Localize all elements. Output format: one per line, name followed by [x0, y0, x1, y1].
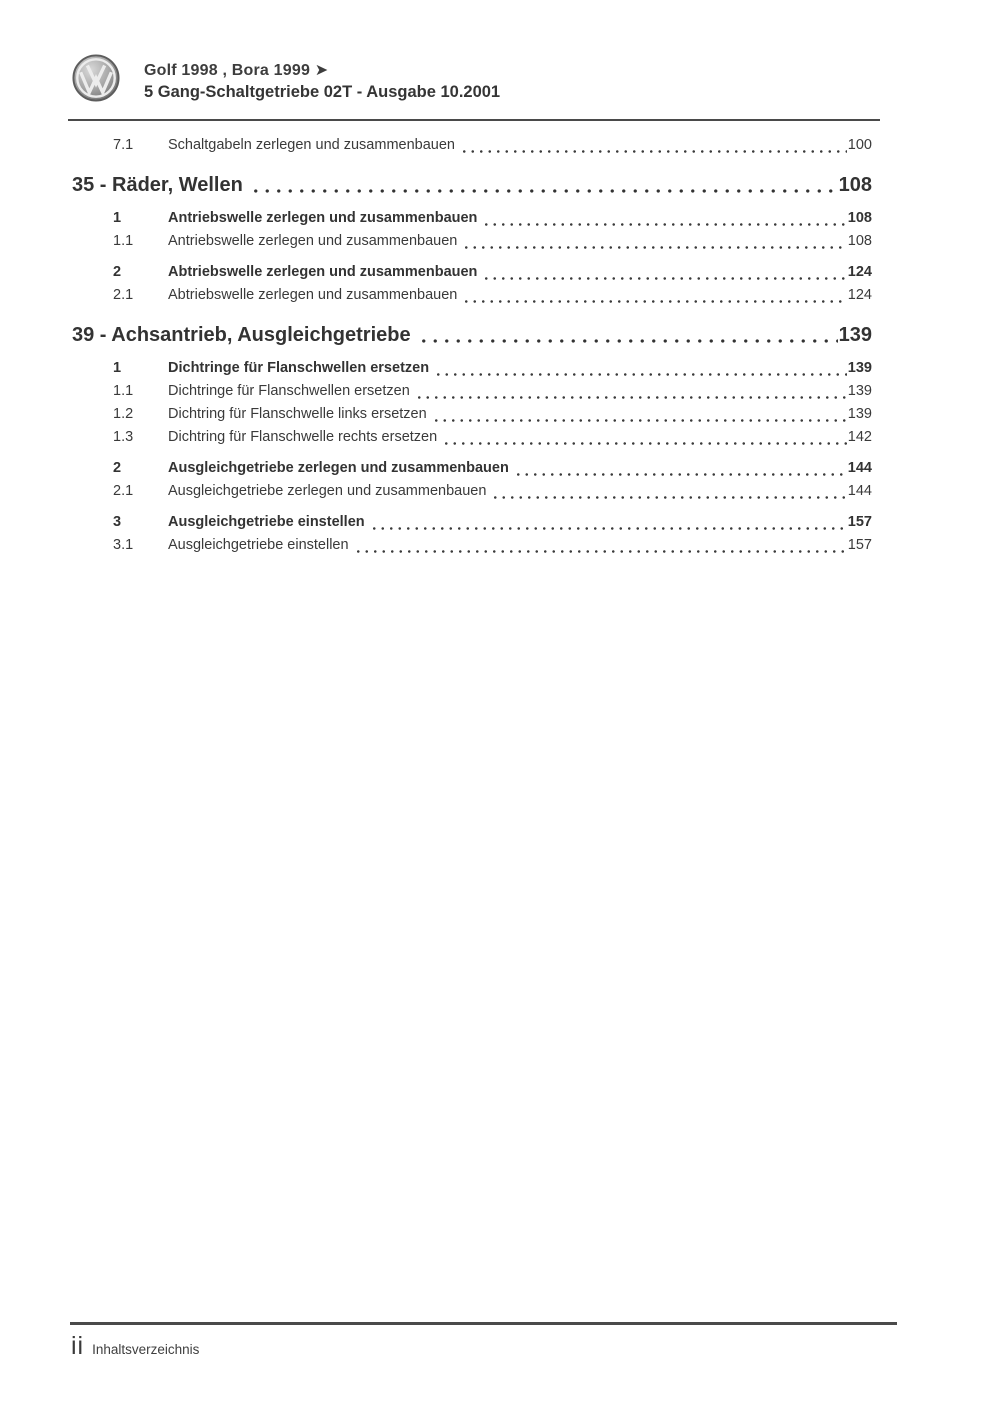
toc-item-label: Antriebswelle zerlegen und zusammenbauen [168, 233, 458, 249]
toc-item-page: 144 [847, 460, 872, 476]
toc-item [72, 134, 872, 157]
toc-item [72, 284, 872, 307]
toc-item-label: Antriebswelle zerlegen und zusammenbauen [168, 210, 478, 226]
toc-chapter-page: 108 [838, 174, 872, 196]
dot-leader [418, 339, 838, 343]
toc-item-label: Dichtring für Flanschwelle rechts ersetzen [168, 429, 438, 445]
dot-leader [442, 442, 847, 445]
toc-item-number: 3.1 [113, 537, 134, 553]
dot-leader [462, 300, 846, 303]
toc-item-number: 2.1 [113, 483, 134, 499]
page-footer [71, 1332, 199, 1360]
toc-item-page: 139 [847, 383, 872, 399]
toc-item-label: Ausgleichgetriebe einstellen [168, 514, 365, 530]
dot-leader [460, 150, 847, 153]
toc-item-page: 124 [847, 287, 872, 303]
dot-leader [491, 496, 846, 499]
dot-leader [462, 246, 846, 249]
dot-leader [415, 396, 847, 399]
toc-item-page: 157 [847, 514, 872, 530]
dot-leader [482, 223, 846, 226]
document-header [68, 52, 879, 102]
toc-item-number: 1.1 [113, 383, 134, 399]
toc-chapter-heading [72, 172, 872, 198]
footer-rule [70, 1322, 897, 1325]
toc-item-number: 3 [113, 514, 122, 530]
toc-item [72, 457, 872, 480]
toc-item [72, 207, 872, 230]
toc-item-label: Ausgleichgetriebe zerlegen und zusammenbauen [168, 483, 487, 499]
toc-item-page: 108 [847, 210, 872, 226]
toc-chapter-page: 139 [838, 324, 872, 346]
dot-leader [514, 473, 847, 476]
toc-item-page: 157 [847, 537, 872, 553]
toc-item-label: Ausgleichgetriebe einstellen [168, 537, 349, 553]
dot-leader [434, 373, 847, 376]
toc-item [72, 511, 872, 534]
dot-leader [354, 550, 847, 553]
toc-item-label: Dichtringe für Flanschwellen ersetzen [168, 383, 410, 399]
toc-item-page: 100 [847, 137, 872, 153]
vw-logo-icon [72, 54, 120, 102]
toc-item-number: 2.1 [113, 287, 134, 303]
toc-item-page: 144 [847, 483, 872, 499]
toc-item-number: 2 [113, 264, 122, 280]
header-rule [68, 119, 880, 121]
table-of-contents [72, 134, 872, 557]
header-model-line: Golf 1998 , Bora 1999 ➤ [144, 62, 329, 79]
toc-item [72, 534, 872, 557]
toc-item [72, 230, 872, 253]
toc-item-label: Dichtringe für Flanschwellen ersetzen [168, 360, 430, 376]
toc-item [72, 426, 872, 449]
dot-leader [370, 527, 847, 530]
toc-item [72, 261, 872, 284]
toc-item-number: 2 [113, 460, 122, 476]
toc-item-number: 1.2 [113, 406, 134, 422]
toc-item [72, 480, 872, 503]
toc-item [72, 380, 872, 403]
dot-leader [432, 419, 847, 422]
toc-item-label: Abtriebswelle zerlegen und zusammenbauen [168, 264, 478, 280]
toc-item-number: 1.1 [113, 233, 134, 249]
toc-item-label: Abtriebswelle zerlegen und zusammenbauen [168, 287, 458, 303]
toc-item-number: 1 [113, 210, 122, 226]
toc-item-page: 142 [847, 429, 872, 445]
toc-chapter-heading [72, 322, 872, 348]
footer-label: Inhaltsverzeichnis [92, 1342, 200, 1357]
toc-item [72, 357, 872, 380]
toc-item-number: 7.1 [113, 137, 134, 153]
toc-item-page: 108 [847, 233, 872, 249]
toc-item-page: 124 [847, 264, 872, 280]
toc-item-number: 1 [113, 360, 122, 376]
header-text [144, 52, 500, 102]
toc-item-label: Ausgleichgetriebe zerlegen und zusammenbauen [168, 460, 509, 476]
toc-item-page: 139 [847, 360, 872, 376]
toc-item-label: Dichtring für Flanschwelle links ersetzen [168, 406, 427, 422]
header-document-title: 5 Gang-Schaltgetriebe 02T - Ausgabe 10.2001 [144, 83, 501, 101]
toc-item-page: 139 [847, 406, 872, 422]
dot-leader [482, 277, 846, 280]
toc-item-number: 1.3 [113, 429, 134, 445]
footer-page-number: ii [71, 1332, 85, 1360]
toc-item [72, 403, 872, 426]
toc-chapter-title: 35 - Räder, Wellen [72, 174, 243, 196]
dot-leader [250, 189, 838, 193]
toc-item-label: Schaltgabeln zerlegen und zusammenbauen [168, 137, 455, 153]
toc-chapter-title: 39 - Achsantrieb, Ausgleichgetriebe [72, 324, 411, 346]
